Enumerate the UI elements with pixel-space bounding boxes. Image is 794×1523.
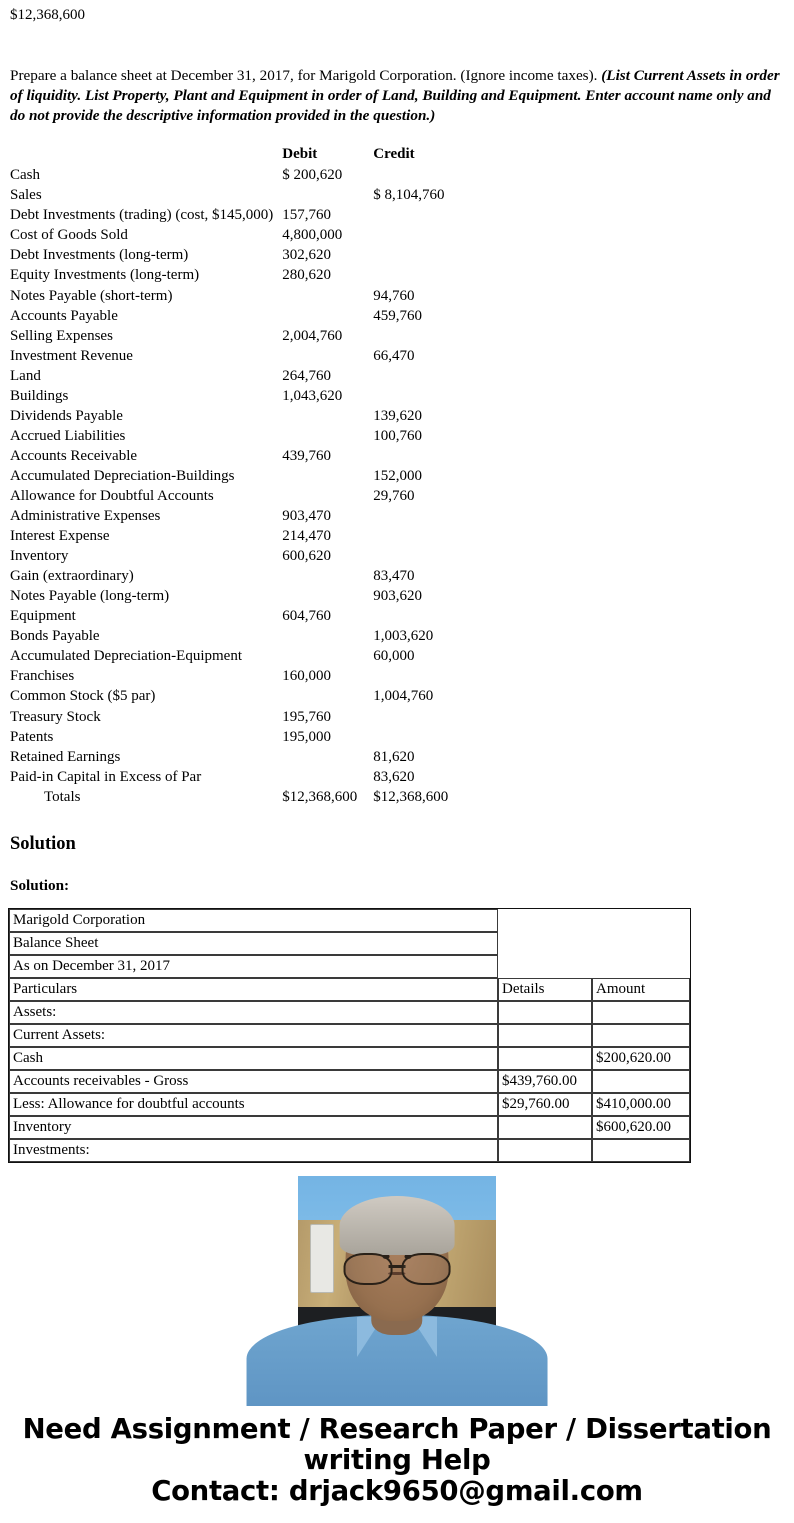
table-row [10, 506, 448, 526]
header-details: Details [498, 978, 592, 1001]
amount-cell [592, 1139, 690, 1162]
particulars-cell: Assets: [9, 1001, 498, 1024]
table-row [10, 265, 448, 285]
details-cell: $439,760.00 [498, 1070, 592, 1093]
trial-balance-body [10, 165, 448, 807]
account-name: Interest Expense [10, 528, 110, 545]
credit-value [371, 506, 448, 526]
debit-value: 264,760 [282, 367, 332, 384]
credit-value: $ 8,104,760 [373, 187, 445, 204]
avatar-lens-left [344, 1253, 393, 1285]
totals-credit-value: $12,368,600 [373, 788, 449, 805]
credit-value: 152,000 [373, 467, 423, 484]
table-row [10, 707, 448, 727]
debit-value [277, 286, 371, 306]
details-cell [498, 1116, 592, 1139]
table-row [10, 406, 448, 426]
table-row [10, 286, 448, 306]
amount-cell [592, 1070, 690, 1093]
credit-value [371, 245, 448, 265]
table-row [10, 426, 448, 446]
account-name: Buildings [10, 387, 69, 404]
trial-balance-col-credit: Credit [373, 146, 415, 163]
account-name: Investment Revenue [10, 347, 133, 364]
credit-value: 83,470 [373, 568, 415, 585]
debit-value: 2,004,760 [282, 327, 343, 344]
account-name: Gain (extraordinary) [10, 568, 134, 585]
footer-ad-line-2: writing Help [303, 1443, 491, 1476]
table-row [10, 185, 448, 205]
credit-value [371, 165, 448, 185]
table-row [10, 486, 448, 506]
particulars-cell: Accounts receivables - Gross [9, 1070, 498, 1093]
table-row [10, 446, 448, 466]
account-name: Allowance for Doubtful Accounts [10, 487, 214, 504]
footer-ad-line-3: Contact: drjack9650@gmail.com [151, 1474, 643, 1507]
table-row [10, 546, 448, 566]
avatar-lens-right [402, 1253, 451, 1285]
amount-cell: $410,000.00 [592, 1093, 690, 1116]
amount-cell [592, 1001, 690, 1024]
title-row-blank [498, 955, 690, 978]
debit-value: 4,800,000 [282, 227, 343, 244]
details-cell: $29,760.00 [498, 1093, 592, 1116]
table-row [10, 366, 448, 386]
account-name: Treasury Stock [10, 708, 101, 725]
credit-value [371, 386, 448, 406]
balance-sheet-title-row [9, 955, 690, 978]
amount-cell: $600,620.00 [592, 1116, 690, 1139]
particulars-cell: Inventory [9, 1116, 498, 1139]
details-cell [498, 1001, 592, 1024]
trial-balance-table [10, 144, 448, 807]
table-row [10, 747, 448, 767]
account-name: Administrative Expenses [10, 508, 161, 525]
header-amount: Amount [592, 978, 690, 1001]
glasses-icon [344, 1253, 451, 1281]
account-name: Notes Payable (short-term) [10, 287, 173, 304]
debit-value [277, 586, 371, 606]
table-row [10, 606, 448, 626]
table-row [10, 566, 448, 586]
account-name: Retained Earnings [10, 748, 121, 765]
particulars-cell: Less: Allowance for doubtful accounts [9, 1093, 498, 1116]
debit-value: 302,620 [282, 247, 332, 264]
account-name: Patents [10, 728, 54, 745]
table-row [10, 666, 448, 686]
trial-balance-col-debit: Debit [282, 146, 318, 163]
debit-value: 195,760 [282, 708, 332, 725]
company-name-cell: Marigold Corporation [9, 909, 498, 932]
balance-sheet-clip-container [8, 908, 692, 1159]
balance-sheet-title-row [9, 909, 690, 932]
particulars-cell: Cash [9, 1047, 498, 1070]
solution-label: Solution: [10, 876, 70, 894]
table-row [9, 1139, 690, 1162]
credit-value: 139,620 [373, 407, 423, 424]
credit-value [371, 707, 448, 727]
account-name: Cash [10, 167, 40, 184]
profile-photo-container [0, 1176, 794, 1374]
table-row [9, 1047, 690, 1070]
account-name: Accounts Payable [10, 307, 118, 324]
debit-value: 195,000 [282, 728, 332, 745]
debit-value [277, 767, 371, 787]
table-row [10, 225, 448, 245]
credit-value [371, 225, 448, 245]
account-name: Debt Investments (long-term) [10, 247, 189, 264]
account-name: Accounts Receivable [10, 447, 138, 464]
account-name: Land [10, 367, 41, 384]
credit-value: 459,760 [373, 307, 423, 324]
credit-value [371, 205, 448, 225]
table-row [10, 727, 448, 747]
table-row [9, 1001, 690, 1024]
table-row [10, 626, 448, 646]
credit-value: 60,000 [373, 648, 415, 665]
question-emphasis-text: (List Current Assets in order of liquidity. List Property, Plant and Equipment in order of Land, Building and Equipment. Enter account name only and do not provide the descriptive information provided in the question.) [10, 67, 780, 125]
debit-value: 160,000 [282, 668, 332, 685]
debit-value [277, 466, 371, 486]
debit-value [277, 406, 371, 426]
table-row [10, 386, 448, 406]
table-row [10, 646, 448, 666]
table-row [10, 686, 448, 706]
particulars-cell: Investments: [9, 1139, 498, 1162]
credit-value: 94,760 [373, 287, 415, 304]
trial-balance-header-row [10, 144, 448, 165]
debit-value: 1,043,620 [282, 387, 343, 404]
totals-debit-value: $12,368,600 [282, 788, 358, 805]
credit-value: 100,760 [373, 427, 423, 444]
account-name: Accumulated Depreciation-Equipment [10, 648, 242, 665]
table-row [10, 326, 448, 346]
credit-value [371, 526, 448, 546]
debit-value: 280,620 [282, 267, 332, 284]
stray-total-amount: $12,368,600 [10, 7, 85, 23]
credit-value [371, 666, 448, 686]
credit-value [371, 546, 448, 566]
account-name: Inventory [10, 548, 69, 565]
account-name: Selling Expenses [10, 327, 113, 344]
table-row [10, 205, 448, 225]
footer-ad-line-1: Need Assignment / Research Paper / Dissertation [22, 1413, 772, 1446]
table-row [10, 526, 448, 546]
table-row [10, 306, 448, 326]
credit-value: 66,470 [373, 347, 415, 364]
table-row [10, 466, 448, 486]
table-row [10, 245, 448, 265]
table-row [10, 767, 448, 787]
credit-value: 1,004,760 [373, 688, 434, 705]
statement-name-cell: Balance Sheet [9, 932, 498, 955]
header-particulars: Particulars [9, 978, 498, 1001]
table-row [10, 165, 448, 185]
table-row [9, 1024, 690, 1047]
debit-value [277, 747, 371, 767]
debit-value: $ 200,620 [282, 167, 343, 184]
solution-heading: Solution [10, 833, 76, 854]
avatar [298, 1176, 496, 1374]
details-cell [498, 1024, 592, 1047]
account-name: Common Stock ($5 par) [10, 688, 156, 705]
account-name: Accumulated Depreciation-Buildings [10, 467, 235, 484]
trial-balance-section [0, 144, 794, 807]
debit-value [277, 686, 371, 706]
table-row [10, 346, 448, 366]
balance-sheet-header-row [9, 978, 690, 1001]
table-row [9, 1093, 690, 1116]
credit-value: 81,620 [373, 748, 415, 765]
debit-value [277, 306, 371, 326]
account-name: Sales [10, 187, 42, 204]
title-row-blank [498, 909, 690, 932]
credit-value: 903,620 [373, 588, 423, 605]
credit-value [371, 606, 448, 626]
debit-value: 214,470 [282, 528, 332, 545]
account-name: Accrued Liabilities [10, 427, 126, 444]
credit-value: 29,760 [373, 487, 415, 504]
debit-value [277, 486, 371, 506]
debit-value [277, 346, 371, 366]
table-row [9, 1116, 690, 1139]
debit-value [277, 646, 371, 666]
title-row-blank [498, 932, 690, 955]
details-cell [498, 1047, 592, 1070]
avatar-hair [340, 1196, 455, 1255]
debit-value [277, 426, 371, 446]
statement-date-cell: As on December 31, 2017 [9, 955, 498, 978]
account-name: Equity Investments (long-term) [10, 267, 200, 284]
account-name: Franchises [10, 668, 75, 685]
debit-value [277, 185, 371, 205]
balance-sheet-title-row [9, 932, 690, 955]
account-name: Equipment [10, 608, 76, 625]
debit-value: 439,760 [282, 447, 332, 464]
credit-value [371, 446, 448, 466]
debit-value: 604,760 [282, 608, 332, 625]
trial-balance-col-account [10, 144, 277, 165]
debit-value: 157,760 [282, 207, 332, 224]
account-name: Dividends Payable [10, 407, 123, 424]
balance-sheet-table [8, 908, 691, 1163]
credit-value [371, 366, 448, 386]
account-name: Paid-in Capital in Excess of Par [10, 768, 202, 785]
account-name: Debt Investments (trading) (cost, $145,000) [10, 207, 274, 224]
totals-row [10, 787, 448, 807]
question-main-text: Prepare a balance sheet at December 31, 2017, for Marigold Corporation. (Ignore income taxes). [10, 67, 598, 84]
particulars-cell: Current Assets: [9, 1024, 498, 1047]
details-cell [498, 1139, 592, 1162]
debit-value [277, 626, 371, 646]
table-row [9, 1070, 690, 1093]
amount-cell [592, 1024, 690, 1047]
account-name: Cost of Goods Sold [10, 227, 128, 244]
debit-value: 903,470 [282, 508, 332, 525]
credit-value [371, 326, 448, 346]
credit-value: 1,003,620 [373, 628, 434, 645]
question-paragraph [0, 66, 794, 126]
debit-value [277, 566, 371, 586]
credit-value [371, 265, 448, 285]
totals-label: Totals [44, 788, 81, 805]
credit-value [371, 727, 448, 747]
debit-value: 600,620 [282, 548, 332, 565]
account-name: Bonds Payable [10, 628, 100, 645]
account-name: Notes Payable (long-term) [10, 588, 170, 605]
footer-advertisement [0, 1414, 794, 1506]
amount-cell: $200,620.00 [592, 1047, 690, 1070]
table-row [10, 586, 448, 606]
credit-value: 83,620 [373, 768, 415, 785]
